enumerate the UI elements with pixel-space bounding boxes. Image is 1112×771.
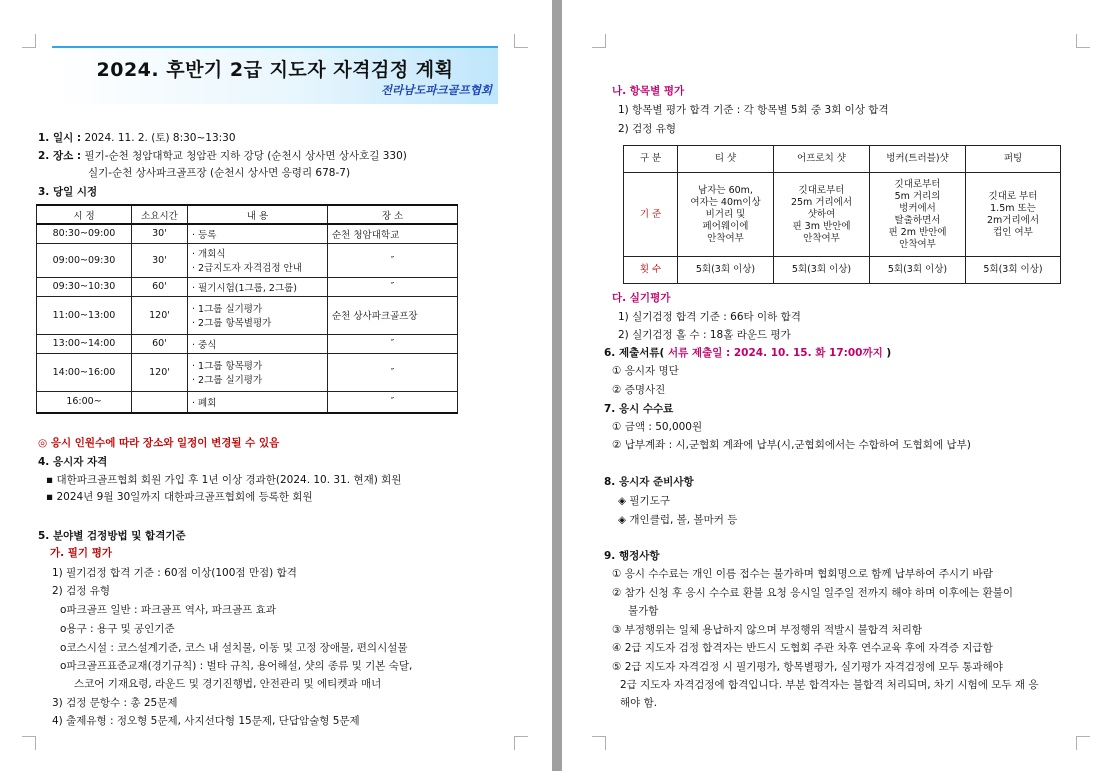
table-row: 횟 수 5회(3회 이상) 5회(3회 이상) 5회(3회 이상) 5회(3회 이상) <box>624 257 1061 284</box>
documents-line: ① 응시자 명단 <box>612 365 679 377</box>
table-row: 기 준 남자는 60m, 여자는 40m이상 비거리 및 페어웨이에 안착여부 깃대로부터 25m 거리에서 샷하여 핀 3m 반안에 안착여부 깃대로부터 5m 거리의 벙커에서 탈출하면서 핀 2m 반안에 안착여부 깃대로 부터 1.5m 또는 2m거리에서 컵인 여부 <box>624 173 1061 257</box>
table-row: 11:00~13:00 120' · 1그룹 실기평가 · 2그룹 항목별평가 순천 상사파크골프장 <box>37 296 458 334</box>
section-method-heading: 5. 분야별 검정방법 및 합격기준 <box>38 530 186 542</box>
schedule-header: 장 소 <box>328 205 458 224</box>
written-line: o코스시설 : 코스설계기준, 코스 내 설치물, 이동 및 고정 장애물, 편의시설물 <box>60 642 408 654</box>
fee-line: ② 납부계좌 : 시,군협회 계좌에 납부(시,군협회에서는 수합하여 도협회에 납부) <box>612 439 971 451</box>
written-line: 3) 검정 문항수 : 총 25문제 <box>52 697 178 709</box>
practical-eval-heading: 다. 실기평가 <box>612 292 671 304</box>
fee-line: ① 금액 : 50,000원 <box>612 421 703 433</box>
table-row: 80:30~09:00 30' · 등록 순천 청암대학교 <box>37 224 458 243</box>
crop-mark <box>1076 736 1090 750</box>
documents-line: ② 증명사진 <box>612 384 666 396</box>
practical-line: 2) 실기검정 홀 수 : 18홀 라운드 평가 <box>618 329 791 341</box>
practical-line: 1) 실기검정 합격 기준 : 66타 이하 합격 <box>618 311 801 323</box>
written-eval-heading: 가. 필기 평가 <box>50 547 113 559</box>
organization-name: 전라남도파크골프협회 <box>380 83 492 97</box>
item-eval-line: 1) 항목별 평가 합격 기준 : 각 항목별 5회 중 3회 이상 합격 <box>618 104 889 116</box>
table-row: 14:00~16:00 120' · 1그룹 항목평가 · 2그룹 실기평가 ″ <box>37 353 458 391</box>
table-row: 09:30~10:30 60' · 필기시험(1그룹, 2그룹) ″ <box>37 277 458 296</box>
admin-line: ② 참가 신청 후 응시 수수료 환불 요청 응시일 일주일 전까지 해야 하며 이후에는 환불이 <box>612 587 1014 599</box>
section-date: 1. 일시 : 2024. 11. 2. (토) 8:30~13:30 <box>38 132 236 144</box>
schedule-header: 시 정 <box>37 205 132 224</box>
admin-line: 불가함 <box>628 605 659 617</box>
eval-header: 티 샷 <box>678 146 774 173</box>
crop-mark <box>22 736 36 750</box>
section-admin-heading: 9. 행정사항 <box>604 550 660 562</box>
table-row: 13:00~14:00 60' · 중식 ″ <box>37 334 458 353</box>
crop-mark <box>514 34 528 48</box>
prep-line: ◈ 필기도구 <box>618 495 670 507</box>
written-line: 1) 필기검정 합격 기준 : 60점 이상(100점 만점) 합격 <box>52 567 297 579</box>
section-place: 2. 장소 : 필기-순천 청암대학교 청암관 지하 강당 (순천시 상사면 상사호길 330) <box>38 150 407 162</box>
item-eval-heading: 나. 항목별 평가 <box>612 85 685 97</box>
eligibility-line: ▪ 대한파크골프협회 회원 가입 후 1년 이상 경과한(2024. 10. 31. 현재) 회원 <box>46 474 402 486</box>
schedule-header: 내 용 <box>188 205 328 224</box>
schedule-table <box>36 204 458 414</box>
item-eval-line: 2) 검정 유형 <box>618 123 677 135</box>
section-fee-heading: 7. 응시 수수료 <box>604 403 674 415</box>
crop-mark <box>592 736 606 750</box>
written-line: 2) 검정 유형 <box>52 585 111 597</box>
crop-mark <box>22 34 36 48</box>
crop-mark <box>592 34 606 48</box>
table-row: 09:00~09:30 30' · 개회식 · 2급지도자 자격검정 안내 ″ <box>37 243 458 277</box>
written-line: o파크골프표준교재(경기규칙) : 벌타 규칙, 용어해설, 샷의 종류 및 기본 숙달, <box>60 660 413 672</box>
admin-line: ③ 부정행위는 일체 용납하지 않으며 부정행위 적발시 불합격 처리함 <box>612 624 922 636</box>
admin-line: ① 응시 수수료는 개인 이름 접수는 불가하며 협회명으로 함께 납부하여 주시기 바람 <box>612 568 993 580</box>
section-schedule-heading: 3. 당일 시정 <box>38 186 98 198</box>
item-eval-table <box>623 145 1061 284</box>
submission-deadline: 서류 제출일 : 2024. 10. 15. 화 17:00까지 <box>664 347 887 359</box>
schedule-header: 소요시간 <box>132 205 188 224</box>
eval-header: 어프로치 샷 <box>774 146 870 173</box>
section-eligibility-heading: 4. 응시자 자격 <box>38 456 108 468</box>
admin-line: ⑤ 2급 지도자 자격검정 시 필기평가, 항목별평가, 실기평가 자격검정에 모두 통과해야 <box>612 661 1003 673</box>
written-line: 스코어 기재요령, 라운드 및 경기진행법, 안전관리 및 에티켓과 매너 <box>74 678 382 690</box>
eval-header: 구 분 <box>624 146 678 173</box>
written-line: o파크골프 일반 : 파크골프 역사, 파크골프 효과 <box>60 604 276 616</box>
section-place-line2: 실기-순천 상사파크골프장 (순천시 상사면 응령리 678-7) <box>88 167 351 179</box>
written-line: 4) 출제유형 : 정오형 5문제, 사지선다형 15문제, 단답암술형 5문제 <box>52 715 360 727</box>
page-title: 2024. 후반기 2급 지도자 자격검정 계획 <box>96 59 454 81</box>
eligibility-line: ▪ 2024년 9월 30일까지 대한파크골프협회에 등록한 회원 <box>46 491 313 503</box>
schedule-change-notice: ◎ 응시 인원수에 따라 장소와 일정이 변경될 수 있음 <box>38 437 280 449</box>
written-line: o용구 : 용구 및 공인기준 <box>60 623 175 635</box>
eval-header: 벙커(트러블)샷 <box>870 146 966 173</box>
section-documents-heading: 6. 제출서류( 서류 제출일 : 2024. 10. 15. 화 17:00까지 ) <box>604 347 892 359</box>
table-row: 16:00~ · 폐회 ″ <box>37 391 458 413</box>
crop-mark <box>1076 34 1090 48</box>
eval-header: 퍼팅 <box>966 146 1061 173</box>
admin-line: ④ 2급 지도자 검정 합격자는 반드시 도협회 주관 차후 연수교육 후에 자격증 지급함 <box>612 642 993 654</box>
admin-line: 2급 지도자 자격검정에 합격입니다. 부분 합격자는 불합격 처리되며, 차기 시험에 모두 재 응 <box>620 679 1039 691</box>
title-banner <box>52 46 498 104</box>
crop-mark <box>514 736 528 750</box>
section-prep-heading: 8. 응시자 준비사항 <box>604 476 694 488</box>
admin-line: 해야 함. <box>620 697 658 709</box>
prep-line: ◈ 개인클럽, 볼, 볼마커 등 <box>618 514 738 526</box>
